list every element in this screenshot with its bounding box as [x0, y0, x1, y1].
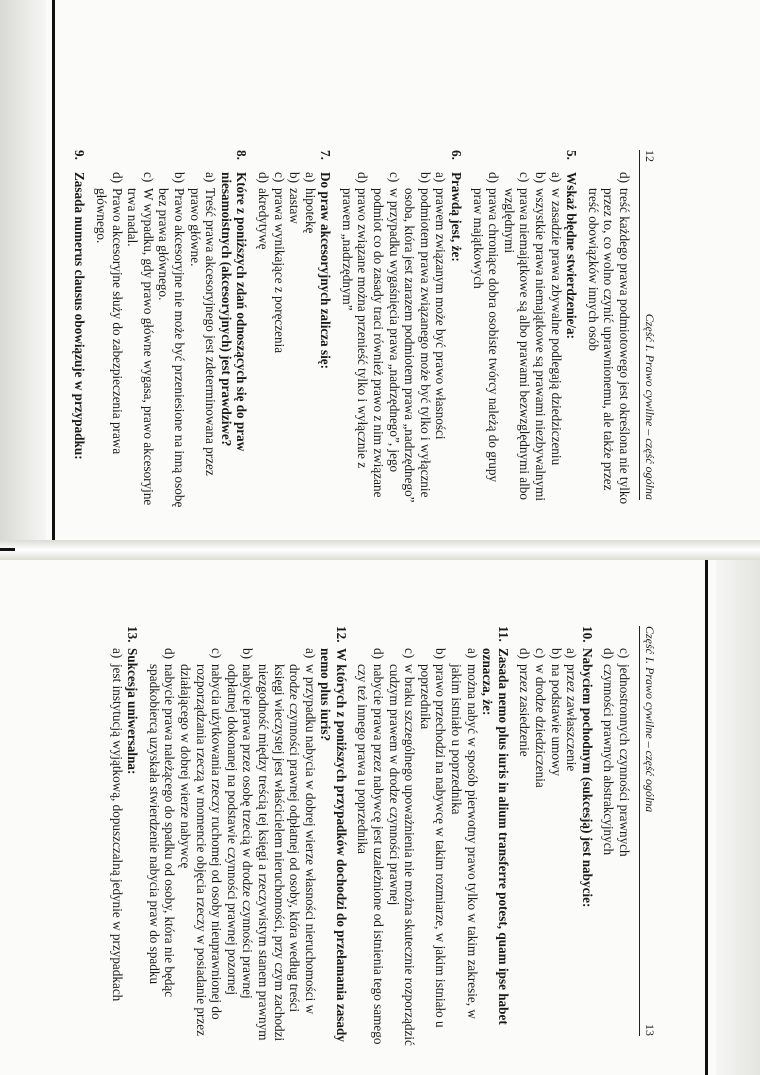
running-head: Część I. Prawo cywilne – część ogólna	[643, 626, 657, 813]
answer-option	[224, 648, 255, 1046]
binding-edge	[705, 560, 708, 1075]
question-heading	[480, 626, 511, 1046]
option-text: hipotekę	[302, 188, 318, 234]
option-text: nabycie prawa należącego do spadku od osoby, która nie będąc spadkobiercą uzyskała stwierdzenie nabycia praw do spadku	[146, 664, 178, 998]
answer-option	[501, 172, 532, 510]
question-number: 12.	[333, 626, 349, 643]
question-list	[72, 150, 579, 510]
option-letter: d)	[517, 648, 533, 659]
option-text: prawo przechodzi na nabywcę w takim rozmiarze, w jakim istniało u poprzednika	[417, 664, 449, 1028]
option-letter: d)	[255, 172, 271, 183]
answer-option	[125, 172, 156, 510]
intro-options	[601, 626, 632, 1046]
question-text: Zasada nemo plus iuris in alium transferre potest, quam ipse habet oznacza, że:	[480, 648, 511, 1025]
question-heading	[125, 626, 141, 1046]
option-letter: d)	[371, 648, 387, 659]
answer-option	[339, 172, 370, 510]
answer-option	[109, 648, 125, 1046]
question-heading	[579, 626, 595, 1046]
answer-option	[470, 172, 501, 510]
option-letter: b)	[417, 172, 433, 183]
option-letter: d)	[617, 172, 632, 183]
answer-option	[177, 648, 224, 1046]
option-text: nabycia użytkowania rzeczy ruchomej od osoby nieuprawnionej do rozporządzania rzeczą w momencie objęcia rzeczy w posiadanie przez działającego w dobrej wierze nabywcę	[177, 664, 225, 1036]
option-letter: c)	[517, 172, 533, 183]
answer-option	[146, 648, 177, 1046]
option-text: treść każdego prawa podmiotowego jest określona nie tylko przez to, co wolno czynić uprawnionemu, ale także przez treść obowiązków innych osób	[585, 188, 632, 505]
option-letter: a)	[548, 172, 564, 183]
question-item	[72, 150, 88, 510]
question-heading	[318, 150, 334, 510]
page-header	[639, 150, 657, 500]
option-letter: a)	[464, 648, 480, 659]
question-heading	[318, 626, 349, 1046]
answer-option	[287, 172, 303, 510]
answer-option	[187, 172, 218, 510]
option-letter: d)	[601, 648, 617, 659]
answer-option	[402, 172, 433, 510]
answer-option	[548, 172, 564, 510]
page-body	[72, 150, 632, 510]
option-letter: c)	[402, 648, 418, 659]
question-number: 7.	[318, 150, 334, 160]
option-letter: d)	[109, 172, 125, 183]
question-text: Zasada numerus clausus obowiązuje w przypadku:	[72, 172, 88, 460]
option-text: akredytywę	[255, 188, 271, 250]
question-heading	[448, 150, 464, 510]
option-letter: c)	[533, 648, 549, 659]
question-item	[339, 150, 464, 510]
option-letter: c)	[140, 172, 156, 183]
question-number: 13.	[125, 626, 141, 643]
option-text: w przypadku nabycia w dobrej wierze własności nieruchomości w drodze czynności prawnej odpłatnej od osoby, która według treści księgi wieczystej jest właścicielem nieruchomości, przy czym zachodzi niezgodność między treścią tej księgi a rzeczywistym stanem prawnym	[255, 664, 318, 1042]
binding-shadow	[716, 560, 760, 1075]
option-letter: d)	[486, 172, 502, 183]
answer-option	[517, 648, 533, 1046]
option-letter: d)	[162, 648, 178, 659]
question-heading	[72, 150, 88, 510]
question-item	[109, 626, 140, 1046]
page-number: 12	[643, 150, 657, 162]
page-header	[639, 626, 657, 1036]
option-text: zastaw	[287, 188, 303, 224]
option-text: w przypadku wygaśnięcia prawa „nadrzędnego”, jego podmiot co do zasady traci również prawo z nim związane	[371, 188, 402, 498]
option-text: wszystkie prawa niemajątkowe są prawami niezbywalnymi	[533, 188, 549, 502]
option-letter: a)	[302, 172, 318, 183]
option-text: prawem związanym może być prawo własności	[433, 188, 449, 440]
option-letter: a)	[433, 172, 449, 183]
option-letter: d)	[355, 172, 371, 183]
option-text: prawa chroniące dobra osobiste twórcy należą do grupy praw majątkowych	[470, 188, 502, 483]
option-letter: b)	[433, 648, 449, 659]
question-number: 8.	[234, 150, 250, 160]
option-text: jednostronnych czynności prawnych	[617, 664, 632, 857]
option-letter: c)	[209, 648, 225, 659]
right-page	[0, 560, 760, 1075]
answer-option	[548, 648, 564, 1046]
question-item	[470, 150, 579, 510]
option-letter: a)	[564, 648, 580, 659]
spine-gutter	[0, 540, 760, 560]
question-number: 11.	[495, 626, 511, 642]
option-text: Prawo akcesoryjne służy do zabezpieczenia prawa głównego.	[94, 188, 125, 455]
page-number: 13	[643, 1024, 657, 1036]
question-item	[146, 626, 349, 1046]
option-letter: a)	[109, 648, 125, 659]
answer-option	[448, 648, 479, 1046]
option-text: nabycie prawa przez nabywcę jest uzależnione od istnienia tego samego czy też innego prawa u poprzednika	[355, 664, 387, 1045]
option-letter: c)	[271, 172, 287, 183]
option-text: czynności prawnych abstrakcyjnych	[601, 664, 617, 856]
question-number: 9.	[72, 150, 88, 160]
answer-option	[616, 648, 632, 1046]
question-item	[517, 626, 595, 1046]
question-item	[255, 150, 333, 510]
option-letter: c)	[617, 648, 632, 659]
question-number: 10.	[579, 626, 595, 643]
option-text: prawo związane można przenieść tylko i wyłącznie z prawem „nadrzędnym”	[339, 188, 371, 469]
question-text: Prawdą jest, że:	[449, 172, 465, 262]
answer-option	[156, 172, 187, 510]
question-list	[109, 626, 595, 1046]
option-letter: b)	[240, 648, 256, 659]
answer-option	[271, 172, 287, 510]
option-text: W wypadku, gdy prawo główne wygasa, prawo akcesoryjne trwa nadal.	[125, 188, 156, 506]
option-letter: b)	[171, 172, 187, 183]
option-letter: b)	[287, 172, 303, 183]
question-text: Do praw akcesoryjnych zalicza się:	[318, 172, 334, 370]
question-text: Które z poniższych zdań odnoszących się do praw niesamoistnych (akcesoryjnych) jest prawdziwe?	[218, 172, 250, 452]
option-letter: a)	[302, 648, 318, 659]
question-text: Nabyciem pochodnym (sukcesją) jest nabycie:	[579, 648, 595, 908]
option-text: w zasadzie prawa zbywalne podlegają dziedziczeniu	[548, 188, 564, 466]
gutter-mark	[0, 548, 15, 551]
question-text: Sukcesja uniwersalna:	[125, 648, 141, 775]
option-text: jest instytucją wyjątkową, dopuszczalną jedynie w przypadkach	[109, 664, 125, 1002]
binding-edge	[52, 0, 55, 540]
answer-option	[564, 648, 580, 1046]
answer-option	[371, 172, 402, 510]
running-head: Część I. Prawo cywilne – część ogólna	[643, 313, 657, 500]
answer-option	[386, 648, 417, 1046]
answer-option	[532, 172, 548, 510]
question-number: 6.	[449, 150, 465, 160]
question-item	[93, 150, 249, 510]
option-text: prawa wynikające z poręczenia	[271, 188, 287, 354]
answer-option	[601, 648, 617, 1046]
question-text: W których z poniższych przypadków dochodzi do przełamania zasady nemo plus iuris?	[318, 648, 349, 1042]
option-letter: c)	[386, 172, 402, 183]
option-text: nabycie prawa przez osobę trzecią w drodze czynności prawnej odpłatnej dokonanej na podstawie czynności prawnej pozornej	[224, 664, 256, 999]
option-text: na podstawie umowy	[548, 664, 564, 777]
answer-option	[532, 648, 548, 1046]
option-text: prawa niemajątkowe są albo prawami bezwzględnymi albo względnymi	[501, 188, 533, 500]
option-letter: b)	[548, 648, 564, 659]
question-item	[355, 626, 511, 1046]
question-number: 5.	[564, 150, 580, 160]
option-text: przez zawłaszczenie	[564, 664, 580, 772]
answer-option	[355, 648, 386, 1046]
option-text: można nabyć w sposób pierwotny prawo tylko w takim zakresie, w jakim istniało u poprzednika	[449, 664, 480, 1019]
question-heading	[564, 150, 580, 510]
answer-option	[93, 172, 124, 510]
question-text: Wskaż błędne stwierdzenie/a:	[564, 172, 580, 340]
page-body	[109, 626, 632, 1046]
binding-shadow	[0, 0, 46, 540]
answer-option	[302, 172, 318, 510]
answer-option	[255, 172, 271, 510]
answer-option	[255, 648, 317, 1046]
option-text: Treść prawa akcesoryjnego jest zdeterminowana przez prawo główne.	[187, 188, 219, 476]
question-heading	[218, 150, 249, 510]
option-text: podmiotem prawa związanego może być tylko i wyłącznie osoba, która jest zarazem podmiotem prawa „nadrzędnego”	[402, 188, 433, 503]
option-text: przez zasiedzenie	[517, 664, 533, 757]
option-text: w drodze dziedziczenia	[533, 664, 549, 788]
answer-option	[433, 172, 449, 510]
option-letter: b)	[533, 172, 549, 183]
answer-option	[417, 648, 448, 1046]
option-text: w braku szczególnego upoważnienia nie można skutecznie rozporządzić cudzym prawem w drodze czynności prawnej	[386, 664, 418, 1046]
option-letter: a)	[203, 172, 219, 183]
intro-option	[585, 172, 632, 510]
option-text: Prawo akcesoryjne nie może być przeniesione na inną osobę bez prawa głównego.	[156, 188, 187, 508]
